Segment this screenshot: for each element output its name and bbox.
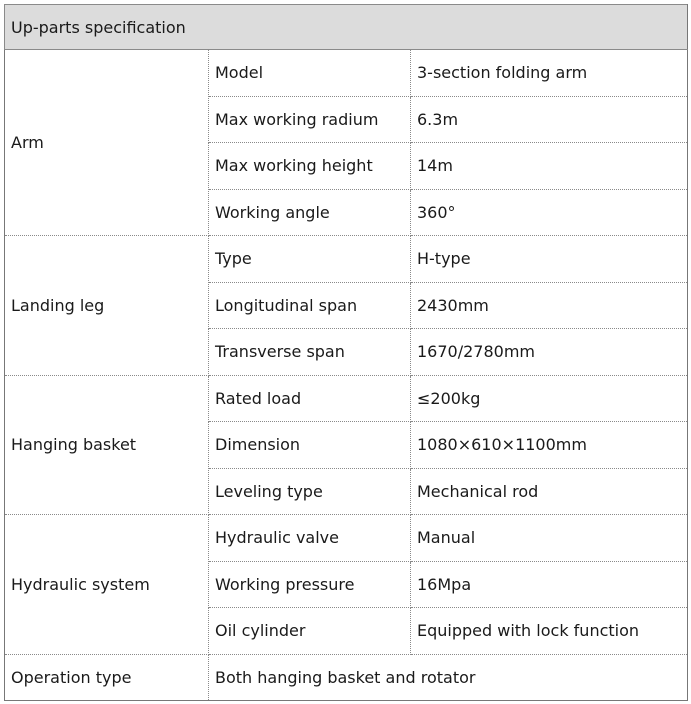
value-cell: 1670/2780mm	[411, 329, 688, 376]
table-title: Up-parts specification	[5, 5, 688, 50]
param-cell: Max working radium	[209, 96, 411, 143]
value-cell: 1080×610×1100mm	[411, 422, 688, 469]
table-row	[5, 375, 688, 422]
operation-value: Both hanging basket and rotator	[209, 654, 688, 701]
param-cell: Hydraulic valve	[209, 515, 411, 562]
param-cell: Longitudinal span	[209, 282, 411, 329]
value-cell: Mechanical rod	[411, 468, 688, 515]
value-cell: 14m	[411, 143, 688, 190]
value-cell: 3-section folding arm	[411, 50, 688, 97]
table-row	[5, 50, 688, 97]
param-cell: Working pressure	[209, 561, 411, 608]
param-cell: Max working height	[209, 143, 411, 190]
table-row-operation	[5, 654, 688, 701]
spec-table	[4, 4, 688, 701]
param-cell: Oil cylinder	[209, 608, 411, 655]
param-cell: Leveling type	[209, 468, 411, 515]
group-label-arm: Arm	[5, 50, 209, 236]
value-cell: ≤200kg	[411, 375, 688, 422]
table-header-row	[5, 5, 688, 50]
value-cell: Equipped with lock function	[411, 608, 688, 655]
param-cell: Rated load	[209, 375, 411, 422]
table-row	[5, 515, 688, 562]
value-cell: 360°	[411, 189, 688, 236]
group-label-hydraulic-system: Hydraulic system	[5, 515, 209, 655]
param-cell: Transverse span	[209, 329, 411, 376]
value-cell: 6.3m	[411, 96, 688, 143]
value-cell: Manual	[411, 515, 688, 562]
param-cell: Dimension	[209, 422, 411, 469]
group-label-landing-leg: Landing leg	[5, 236, 209, 376]
param-cell: Type	[209, 236, 411, 283]
param-cell: Working angle	[209, 189, 411, 236]
value-cell: 2430mm	[411, 282, 688, 329]
param-cell: Model	[209, 50, 411, 97]
value-cell: 16Mpa	[411, 561, 688, 608]
value-cell: H-type	[411, 236, 688, 283]
operation-label: Operation type	[5, 654, 209, 701]
table-row	[5, 236, 688, 283]
group-label-hanging-basket: Hanging basket	[5, 375, 209, 515]
